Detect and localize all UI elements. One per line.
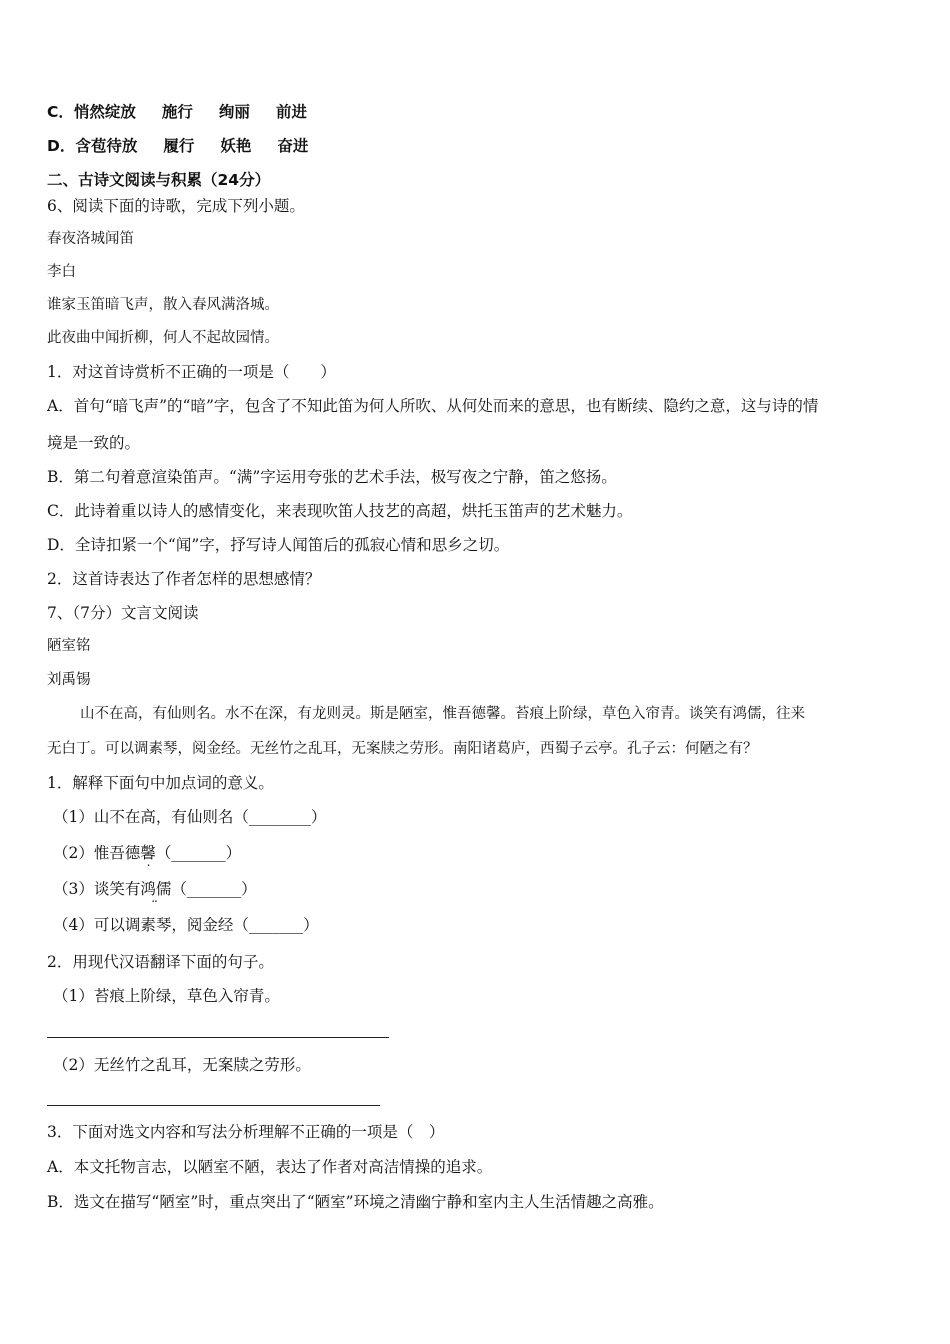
- q7-sub1-prompt: 1．解释下面句中加点词的意义。: [47, 774, 274, 792]
- dotted-word: 鸿儒 ..: [140, 880, 171, 898]
- answer-blank[interactable]: （_______）: [233, 916, 319, 934]
- prose-text: 山不在高，有仙则名。水不在深，有龙则灵。斯是陋室，惟吾德馨。苔痕上阶绿，草色入帘青。谈笑有鸿儒，往来: [80, 706, 805, 722]
- q5-option-d-item: 妖艳: [220, 137, 252, 155]
- answer-line[interactable]: [47, 1105, 380, 1106]
- dotted-word: 馨: [140, 844, 156, 862]
- q6-prompt: 6、阅读下面的诗歌，完成下列小题。: [47, 197, 305, 215]
- q5-option-d-item: 奋进: [277, 137, 309, 155]
- section2-heading: 二、古诗文阅读与积累（24分）: [47, 171, 271, 189]
- q7-sub1-item: [53, 915, 319, 935]
- q5-option-c: [47, 102, 307, 122]
- answer-line[interactable]: [47, 1037, 389, 1038]
- answer-blank[interactable]: （_______）: [171, 880, 257, 898]
- q7-sub2-prompt: 2．用现代汉语翻译下面的句子。: [47, 953, 274, 971]
- q5-option-c-item: 前进: [275, 103, 307, 121]
- poem-line: 谁家玉笛暗飞声，散入春风满洛城。: [47, 297, 279, 313]
- q6-sub2-prompt: 2．这首诗表达了作者怎样的思想感情？: [47, 570, 321, 588]
- q6-sub1-option-a-cont: 境是一致的。: [47, 434, 141, 452]
- q6-sub1-option-b: B．第二句着意渲染笛声。“满”字运用夸张的艺术手法，极写夜之宁静，笛之悠扬。: [47, 468, 617, 486]
- answer-blank[interactable]: （________）: [233, 808, 327, 826]
- q5-option-d-item: 含苞待放: [75, 137, 138, 155]
- prose-title: 陋室铭: [47, 638, 91, 654]
- q6-sub1-option-d: D．全诗扣紧一个“闻”字，抒写诗人闻笛后的孤寂心情和思乡之切。: [47, 536, 510, 554]
- q7-sub3-prompt: 3．下面对选文内容和写法分析理解不正确的一项是（ ）: [47, 1123, 445, 1141]
- q7-sub2-item: （1）苔痕上阶绿，草色入帘青。: [53, 987, 280, 1005]
- q7-sub1-item: [53, 843, 241, 863]
- q6-sub1-option-a: A．首句“暗飞声”的“暗”字，包含了不知此笛为何人所吹、从何处而来的意思，也有断续、隐约之意，这与诗的情: [47, 397, 819, 415]
- prose-author: 刘禹锡: [47, 672, 91, 688]
- q7-sub3-option-a: A．本文托物言志，以陋室不陋，表达了作者对高洁情操的追求。: [47, 1158, 493, 1176]
- prose-text: 无白丁。可以调素琴，阅金经。无丝竹之乱耳，无案牍之劳形。南阳诸葛庐，西蜀子云亭。孔子云：何陋之有？: [47, 741, 758, 757]
- q5-option-c-item: 施行: [161, 103, 193, 121]
- dotted-word: 名: [217, 808, 234, 826]
- q5-option-c-item: 悄然绽放: [73, 103, 136, 121]
- q5-option-d: [47, 136, 308, 156]
- q5-option-c-item: 绚丽: [218, 103, 250, 121]
- item-text: （4）可以调素琴，阅金经: [53, 916, 234, 934]
- q7-sub1-item: [53, 807, 326, 827]
- q7-prompt: 7、（7分）文言文阅读: [47, 604, 199, 622]
- q5-option-d-label: D．: [47, 137, 76, 155]
- item-text: （3）谈笑有: [53, 880, 141, 898]
- q5-option-d-item: 履行: [163, 137, 195, 155]
- q7-sub3-option-b: B．选文在描写“陋室”时，重点突出了“陋室”环境之清幽宁静和室内主人生活情趣之高雅。: [47, 1193, 664, 1211]
- poem-title: 春夜洛城闻笛: [47, 231, 134, 247]
- poem-line: 此夜曲中闻折柳，何人不起故园情。: [47, 330, 279, 346]
- q5-option-c-label: C．: [47, 103, 74, 121]
- q7-sub1-item: [53, 879, 257, 899]
- item-text: （2）惟吾德: [53, 844, 141, 862]
- poem-author: 李白: [47, 264, 76, 280]
- q6-sub1-prompt: 1．对这首诗赏析不正确的一项是（ ）: [47, 363, 336, 381]
- answer-blank[interactable]: （_______）: [155, 844, 242, 862]
- q7-sub2-item: （2）无丝竹之乱耳，无案牍之劳形。: [53, 1056, 311, 1074]
- q6-sub1-option-c: C．此诗着重以诗人的感情变化，来表现吹笛人技艺的高超，烘托玉笛声的艺术魅力。: [47, 502, 633, 520]
- item-text: （1）山不在高，有仙则: [53, 808, 218, 826]
